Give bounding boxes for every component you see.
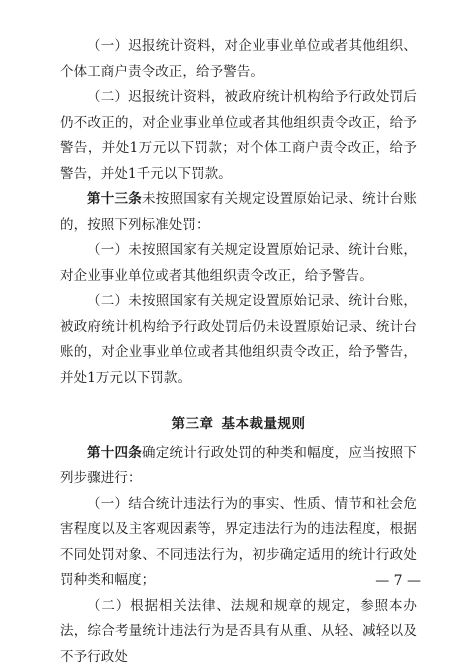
paragraph-late-report-fine: （二）迟报统计资料，被政府统计机构给予行政处罚后仍不改正的，对企业事业单位或者其他组织责令改正，给予警告，并处1万元以下罚款；对个体工商户责令改正，给予警告，并处1千元以下罚款。	[60, 85, 417, 187]
article-13-text: 未按照国家有关规定设置原始记录、统计台账的，按照下列标准处罚：	[60, 191, 417, 233]
article-14	[60, 441, 417, 492]
chapter-number: 第三章	[171, 416, 213, 432]
chapter-heading	[60, 412, 417, 438]
paragraph-step-two: （二）根据相关法律、法规和规章的规定，参照本办法，综合考量统计违法行为是否具有从重、从轻、减轻以及不予行政处	[60, 594, 417, 670]
paragraph-records-warning: （一）未按照国家有关规定设置原始记录、统计台账，对企业事业单位或者其他组织责令改正，给予警告。	[60, 238, 417, 289]
paragraph-late-report-warning: （一）迟报统计资料，对企业事业单位或者其他组织、个体工商户责令改正，给予警告。	[60, 34, 417, 85]
chapter-title: 基本裁量规则	[222, 416, 306, 432]
article-13-label: 第十三条	[87, 191, 142, 207]
article-14-text: 确定统计行政处罚的种类和幅度，应当按照下列步骤进行：	[60, 445, 417, 487]
body-text	[60, 34, 417, 670]
page-number: — 7 —	[375, 572, 421, 590]
paragraph-step-one: （一）结合统计违法行为的事实、性质、情节和社会危害程度以及主客观因素等，界定违法行为的违法程度，根据不同处罚对象、不同违法行为，初步确定适用的统计行政处罚种类和幅度；	[60, 492, 417, 594]
article-13	[60, 187, 417, 238]
article-14-label: 第十四条	[87, 445, 142, 461]
paragraph-records-fine: （二）未按照国家有关规定设置原始记录、统计台账，被政府统计机构给予行政处罚后仍未设置原始记录、统计台账的，对企业事业单位或者其他组织责令改正，给予警告，并处1万元以下罚款。	[60, 289, 417, 391]
